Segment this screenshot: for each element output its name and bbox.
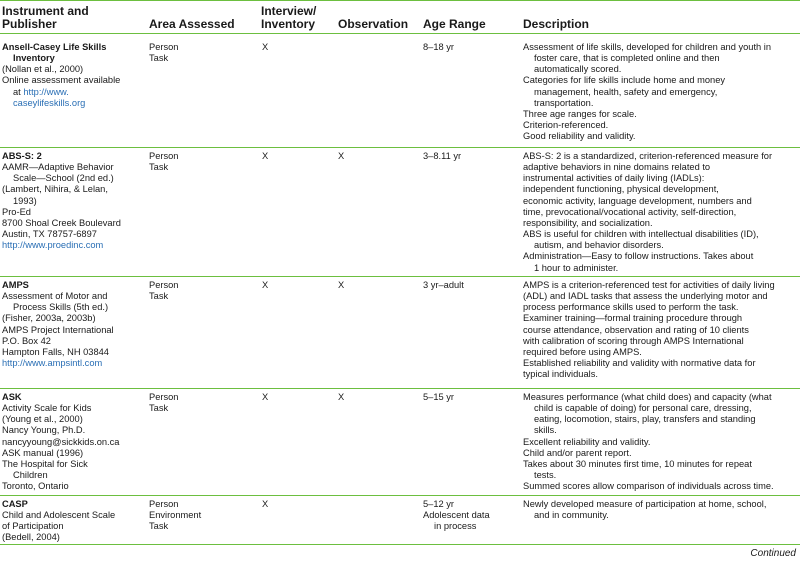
age-cell-line: Adolescent data [423,510,490,521]
description-cell-line: responsibility, and socialization. [523,217,653,228]
interview-cell: X [262,499,269,509]
area-cell [149,280,178,302]
description-cell-line: Good reliability and validity. [523,131,636,142]
description-cell-line: instrumental activities of daily living (IADLs): [523,173,705,184]
description-cell-line: Child and/or parent report. [523,447,632,458]
description-cell-line: Newly developed measure of participation at home, school, [523,499,767,509]
age-cell [423,280,464,291]
area-cell-line: Task [149,521,169,532]
instrument-cell [2,151,121,251]
age-cell-line: in process [434,521,477,532]
description-cell-line: economic activity, language development, numbers and [523,195,752,206]
publisher-line: AMPS Project International [2,324,114,335]
description-cell-line: skills. [534,425,557,436]
description-cell [523,151,772,274]
publisher-line: Hampton Falls, NH 03844 [2,346,109,357]
description-cell-line: Examiner training—formal training procedure through [523,313,743,324]
table-header [0,0,800,34]
continued-label: Continued [750,548,796,559]
instrument-name: Ansell-Casey Life Skills [2,42,107,52]
description-cell-line: child is capable of doing) for personal care, dressing, [534,403,752,414]
description-cell [523,280,775,380]
publisher-line: Scale—School (2nd ed.) [13,173,114,184]
area-cell-line: Task [149,162,169,173]
publisher-link[interactable]: http://www.ampsintl.com [2,358,103,369]
description-cell-line: foster care, that is completed online and then [534,53,720,64]
area-cell-line: Person [149,42,179,52]
age-cell-line: 3–8.11 yr [423,151,462,161]
description-cell-line: Summed scores allow comparison of individuals across time. [523,481,774,492]
description-cell-line: Excellent reliability and validity. [523,436,651,447]
description-cell-line: ABS-S: 2 is a standardized, criterion-referenced measure for [523,151,773,161]
description-cell-line: and in community. [534,510,609,521]
age-cell [423,42,454,53]
publisher-line: 8700 Shoal Creek Boulevard [2,217,121,228]
age-cell [423,499,490,532]
description-cell-line: Takes about 30 minutes first time, 10 minutes for repeat [523,458,752,469]
age-cell-line: 3 yr–adult [423,280,464,290]
area-cell-line: Person [149,280,179,290]
description-cell-line: Administration—Easy to follow instructions. Takes about [523,251,754,262]
description-cell [523,499,766,521]
observation-cell: X [338,151,345,161]
age-cell [423,151,461,162]
instrument-cell [2,392,119,492]
header-description: Description [523,17,590,31]
publisher-line: P.O. Box 42 [2,335,51,346]
row-separator [0,388,800,389]
description-cell-line: (ADL) and IADL tasks that assess the underlying motor and [523,291,768,302]
publisher-line: Children [13,470,48,481]
publisher-line: Austin, TX 78757-6897 [2,229,97,240]
publisher-line: ASK manual (1996) [2,447,84,458]
table-bottom-rule [0,544,800,545]
description-cell [523,42,771,142]
publisher-link[interactable]: caseylifeskills.org [13,97,86,108]
description-cell-line: course attendance, observation and rating of 10 clients [523,324,749,335]
publisher-line: (Bedell, 2004) [2,532,60,543]
description-cell-line: adaptive behaviors in nine domains related to [523,162,711,173]
row-separator [0,495,800,496]
instrument-name: CASP [2,499,28,509]
age-cell-line: 5–12 yr [423,499,455,509]
observation-cell: X [338,392,345,402]
description-cell-line: 1 hour to administer. [534,262,619,273]
publisher-line: Pro-Ed [2,206,31,217]
header-observation: Observation [338,17,409,31]
publisher-line: (Fisher, 2003a, 2003b) [2,313,96,324]
description-cell-line: typical individuals. [523,369,598,380]
description-cell-line: with calibration of scoring through AMPS International [523,335,744,346]
row-separator [0,276,800,277]
description-cell-line: tests. [534,470,557,481]
instrument-name: AMPS [2,280,29,290]
publisher-line: (Nollan et al., 2000) [2,64,84,75]
area-cell-line: Task [149,291,169,302]
instrument-name: ASK [2,392,22,402]
instrument-cell [2,499,115,544]
publisher-line: Assessment of Motor and [2,291,108,302]
publisher-link[interactable]: http://www.proedinc.com [2,240,104,251]
link-url[interactable]: http://www. [23,86,69,97]
observation-cell: X [338,280,345,290]
description-cell-line: transportation. [534,97,594,108]
area-cell-line: Person [149,151,179,161]
publisher-line: Online assessment available [2,75,121,86]
description-cell-line: time, prevocational/vocational activity, self-direction, [523,206,737,217]
description-cell-line: Categories for life skills include home and money [523,75,726,86]
publisher-line: Process Skills (5th ed.) [13,302,109,313]
interview-cell: X [262,392,269,402]
description-cell-line: automatically scored. [534,64,622,75]
publisher-link[interactable] [2,87,120,98]
age-cell-line: 8–18 yr [423,42,455,52]
publisher-line: Nancy Young, Ph.D. [2,425,86,436]
description-cell-line: required before using AMPS. [523,346,642,357]
description-cell-line: Established reliability and validity with normative data for [523,358,756,369]
age-cell-line: 5–15 yr [423,392,455,402]
interview-cell: X [262,151,269,161]
instrument-name: ABS-S: 2 [2,151,42,161]
publisher-line: of Participation [2,521,64,532]
publisher-line: Toronto, Ontario [2,481,69,492]
area-cell-line: Person [149,392,179,402]
publisher-line: nancyyoung@sickkids.on.ca [2,436,120,447]
publisher-line: Child and Adolescent Scale [2,510,116,521]
description-cell-line: ABS is useful for children with intellectual disabilities (ID), [523,229,759,240]
area-cell [149,151,178,173]
area-cell-line: Person [149,499,179,509]
description-cell-line: independent functioning, physical development, [523,184,719,195]
age-cell [423,392,454,403]
publisher-line: (Young et al., 2000) [2,414,83,425]
description-cell-line: management, health, safety and emergency, [534,86,718,97]
header-age: Age Range [423,17,486,31]
interview-cell: X [262,42,269,52]
instrument-cell [2,280,114,369]
publisher-line: (Lambert, Nihira, & Lelan, [2,184,108,195]
description-cell-line: Assessment of life skills, developed for children and youth in [523,42,772,52]
description-cell-line: Measures performance (what child does) and capacity (what [523,392,772,402]
link-prefix[interactable]: at [13,86,24,97]
publisher-line: 1993) [13,195,37,206]
area-cell-line: Task [149,403,169,414]
description-cell-line: Criterion-referenced. [523,120,609,131]
publisher-line: The Hospital for Sick [2,458,88,469]
description-cell-line: AMPS is a criterion-referenced test for activities of daily living [523,280,775,290]
description-cell-line: autism, and behavior disorders. [534,240,664,251]
header-area: Area Assessed [149,17,235,31]
interview-cell: X [262,280,269,290]
area-cell [149,392,178,414]
instrument-cell [2,42,120,109]
area-cell-line: Task [149,53,169,64]
header-interview: Interview/ Inventory [261,4,317,31]
instrument-name: Inventory [13,53,55,64]
description-cell-line: eating, locomotion, stairs, play, transfers and standing [534,414,756,425]
area-cell [149,499,201,532]
description-cell-line: process performance skills used to perform the task. [523,302,739,313]
header-instrument: Instrument and Publisher [2,4,89,31]
area-cell-line: Environment [149,510,202,521]
publisher-line: AAMR—Adaptive Behavior [2,162,114,173]
row-separator [0,147,800,148]
description-cell [523,392,774,492]
description-cell-line: Three age ranges for scale. [523,108,637,119]
area-cell [149,42,178,64]
publisher-line: Activity Scale for Kids [2,403,92,414]
